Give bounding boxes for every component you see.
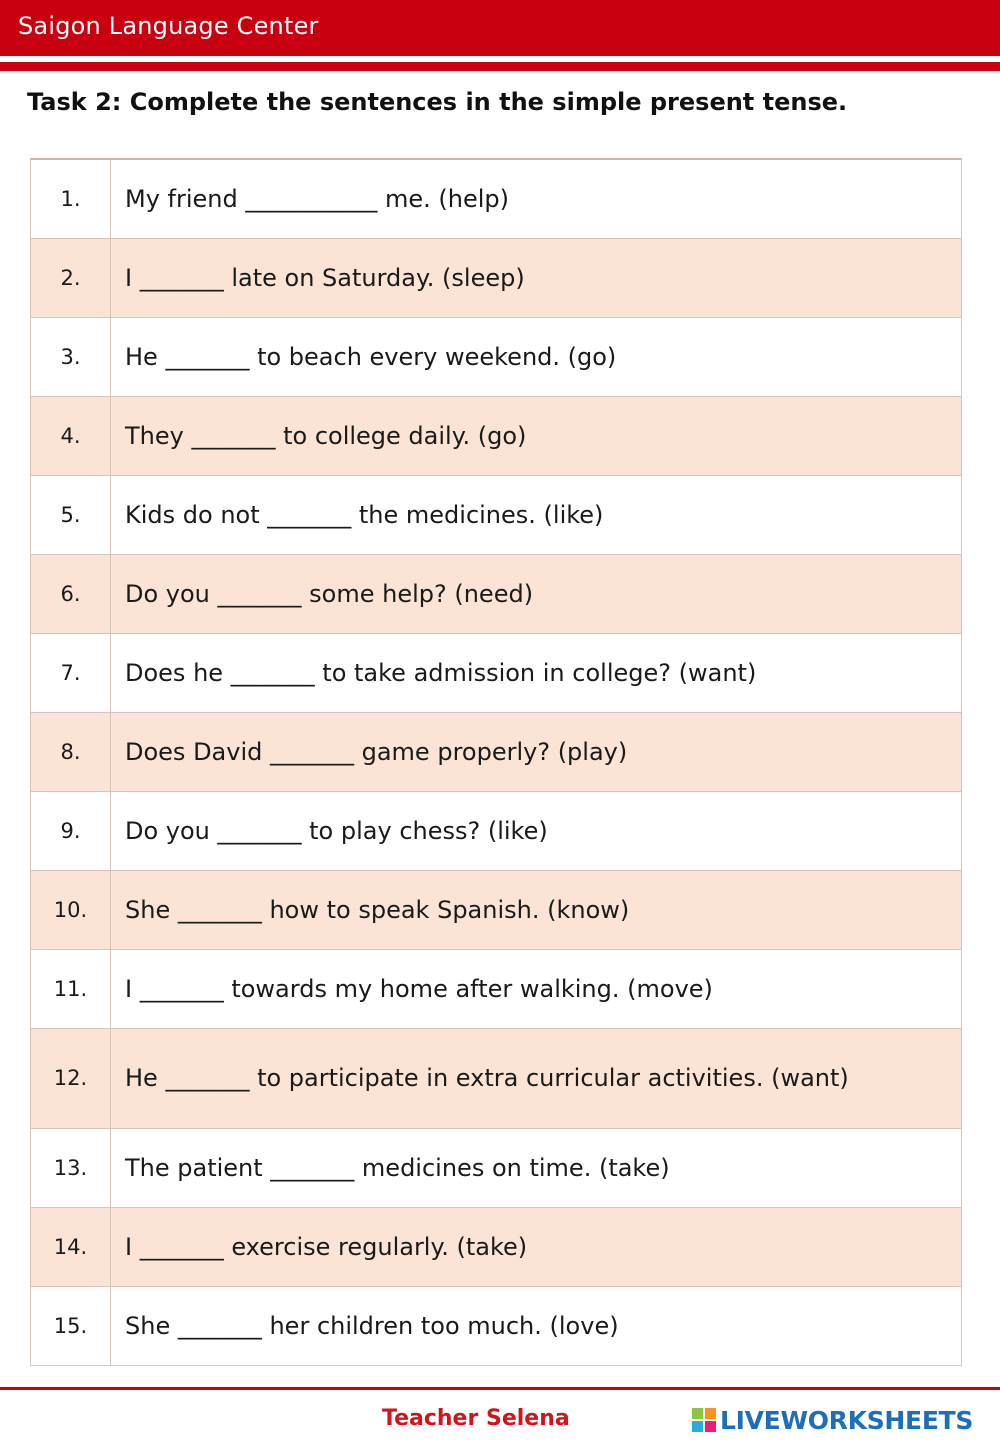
liveworksheets-logo-icon	[692, 1408, 716, 1432]
exercise-number: 12.	[31, 1028, 111, 1128]
header-title: Saigon Language Center	[18, 12, 319, 40]
exercise-sentence: She _______ how to speak Spanish. (know)	[111, 870, 962, 949]
footer-divider	[0, 1387, 1000, 1390]
exercise-row	[31, 159, 962, 238]
exercise-number: 13.	[31, 1128, 111, 1207]
exercise-row	[31, 238, 962, 317]
exercise-sentence: The patient _______ medicines on time. (take)	[111, 1128, 962, 1207]
header-bar	[0, 0, 1000, 56]
task-heading: Task 2: Complete the sentences in the simple present tense.	[27, 88, 848, 116]
brand-link[interactable]	[692, 1403, 973, 1437]
exercise-row	[31, 791, 962, 870]
exercise-number: 4.	[31, 396, 111, 475]
exercise-number: 11.	[31, 949, 111, 1028]
exercise-number: 14.	[31, 1207, 111, 1286]
exercise-sentence: He _______ to participate in extra curricular activities. (want)	[111, 1028, 962, 1128]
exercise-number: 1.	[31, 159, 111, 238]
exercise-number: 5.	[31, 475, 111, 554]
exercise-row	[31, 554, 962, 633]
exercise-number: 15.	[31, 1286, 111, 1365]
exercise-sentence: I _______ towards my home after walking. (move)	[111, 949, 962, 1028]
exercise-sentence: Does he _______ to take admission in college? (want)	[111, 633, 962, 712]
exercise-row	[31, 1286, 962, 1365]
exercise-number: 8.	[31, 712, 111, 791]
exercise-row	[31, 633, 962, 712]
exercise-number: 2.	[31, 238, 111, 317]
exercise-number: 10.	[31, 870, 111, 949]
exercise-sentence: Kids do not _______ the medicines. (like)	[111, 475, 962, 554]
teacher-name: Teacher Selena	[382, 1406, 570, 1431]
exercise-number: 3.	[31, 317, 111, 396]
exercise-row	[31, 475, 962, 554]
exercise-row	[31, 1207, 962, 1286]
exercise-number: 6.	[31, 554, 111, 633]
exercise-sentence: I _______ exercise regularly. (take)	[111, 1207, 962, 1286]
exercise-row	[31, 712, 962, 791]
exercise-table	[30, 158, 962, 1366]
exercise-sentence: My friend ___________ me. (help)	[111, 159, 962, 238]
exercise-sentence: I _______ late on Saturday. (sleep)	[111, 238, 962, 317]
exercise-row	[31, 317, 962, 396]
brand-name: LIVEWORKSHEETS	[720, 1405, 974, 1435]
exercise-sentence: Do you _______ to play chess? (like)	[111, 791, 962, 870]
exercise-row	[31, 1128, 962, 1207]
exercise-row	[31, 870, 962, 949]
exercise-row	[31, 1028, 962, 1128]
exercise-sentence: Does David _______ game properly? (play)	[111, 712, 962, 791]
exercise-number: 9.	[31, 791, 111, 870]
exercise-sentence: They _______ to college daily. (go)	[111, 396, 962, 475]
exercise-row	[31, 396, 962, 475]
exercise-sentence: He _______ to beach every weekend. (go)	[111, 317, 962, 396]
exercise-sentence: She _______ her children too much. (love)	[111, 1286, 962, 1365]
exercise-sentence: Do you _______ some help? (need)	[111, 554, 962, 633]
exercise-row	[31, 949, 962, 1028]
exercise-number: 7.	[31, 633, 111, 712]
header-divider	[0, 62, 1000, 71]
